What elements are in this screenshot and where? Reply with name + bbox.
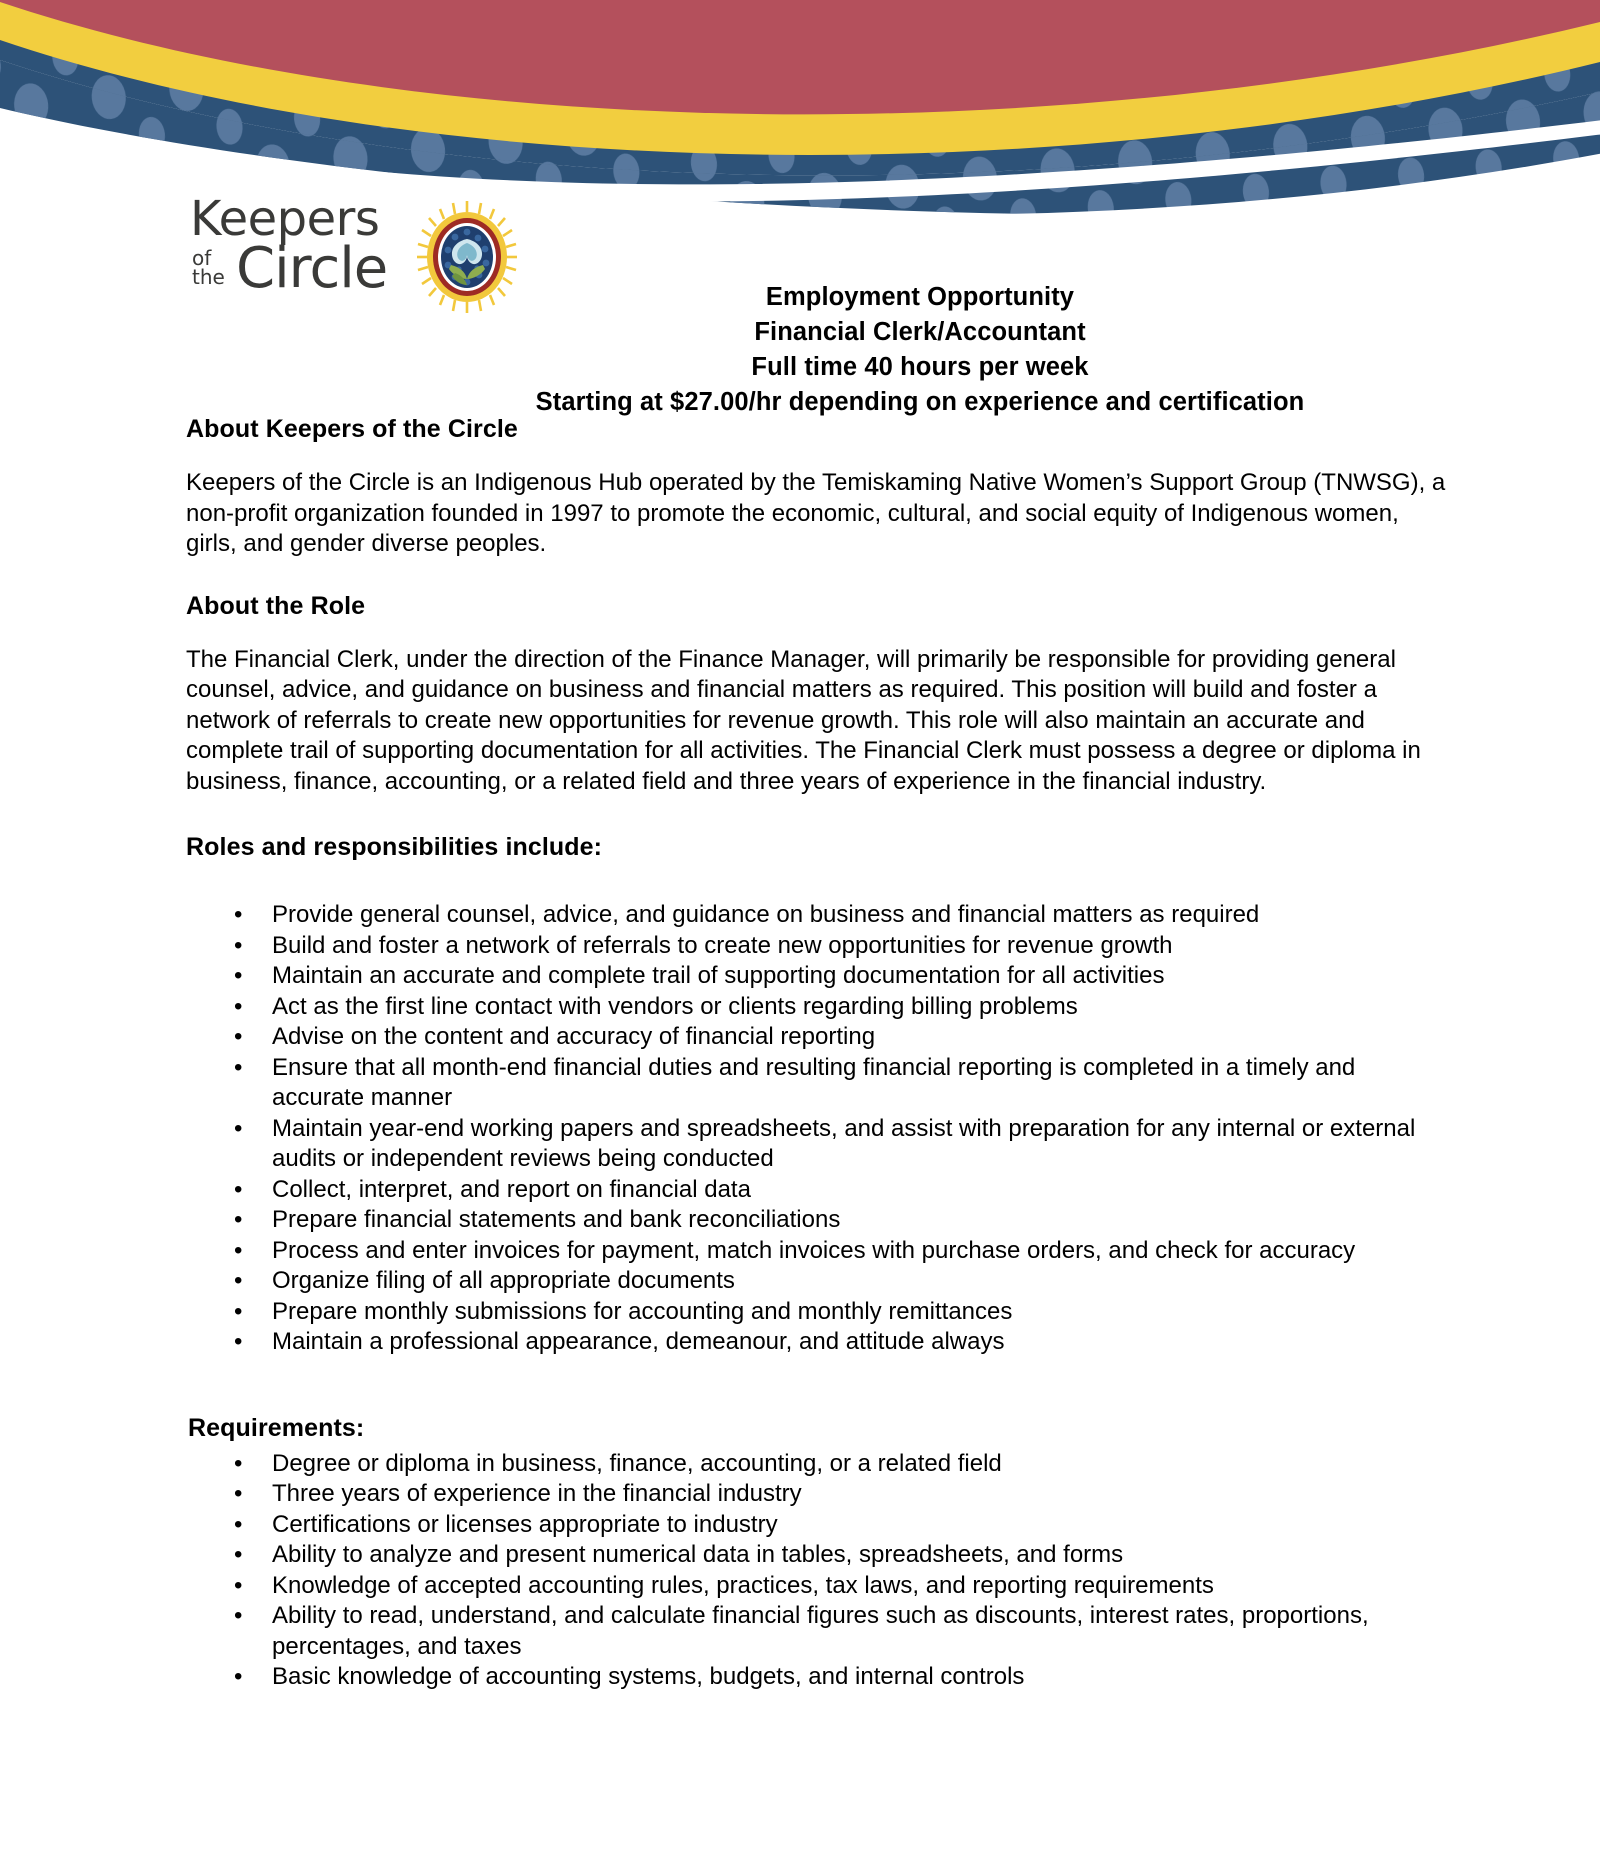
logo-circle-text: Circle bbox=[236, 236, 388, 301]
list-item bbox=[186, 1236, 1450, 1267]
spacer bbox=[186, 621, 1450, 645]
list-item bbox=[186, 1053, 1450, 1114]
list-item-text: Ability to read, understand, and calculate financial figures such as discounts, interest rates, proportions, percentages, and taxes bbox=[272, 1602, 1369, 1660]
bullet-dot-icon: • bbox=[234, 1480, 243, 1507]
heading-roles-responsibilities: Roles and responsibilities include: bbox=[186, 833, 603, 861]
bullet-dot-icon: • bbox=[234, 992, 243, 1020]
logo-keepers-text: Keepers bbox=[190, 191, 380, 247]
list-item-text: Build and foster a network of referrals to create new opportunities for revenue growth bbox=[272, 931, 1173, 959]
document-body bbox=[0, 415, 1600, 1693]
list-item-text: Act as the first line contact with vendors or clients regarding billing problems bbox=[272, 992, 1078, 1020]
list-item bbox=[186, 1022, 1450, 1053]
bullet-dot-icon: • bbox=[234, 1663, 243, 1690]
bullet-dot-icon: • bbox=[234, 1206, 243, 1233]
list-item-text: Prepare monthly submissions for accounting and monthly remittances bbox=[272, 1297, 1013, 1325]
list-item bbox=[186, 1479, 1450, 1510]
list-item bbox=[186, 1327, 1450, 1358]
logo-of-text: of bbox=[192, 246, 212, 270]
list-item-text: Degree or diploma in business, finance, accounting, or a related field bbox=[272, 1449, 1002, 1477]
title-line-4: Starting at $27.00/hr depending on experience and certification bbox=[535, 388, 1305, 416]
logo-of-the-text bbox=[192, 246, 225, 289]
list-item bbox=[186, 1266, 1450, 1297]
list-item bbox=[186, 1540, 1450, 1571]
bullet-dot-icon: • bbox=[234, 1023, 243, 1050]
list-item bbox=[186, 1175, 1450, 1206]
bullet-dot-icon: • bbox=[234, 1541, 243, 1568]
title-line-2: Financial Clerk/Accountant bbox=[754, 318, 1086, 346]
spacer bbox=[186, 1358, 1450, 1414]
logo-second-line bbox=[190, 236, 450, 301]
heading-about-organization: About Keepers of the Circle bbox=[186, 415, 518, 443]
bullet-dot-icon: • bbox=[234, 962, 243, 989]
list-item bbox=[186, 992, 1450, 1023]
list-item bbox=[186, 1114, 1450, 1175]
bullet-dot-icon: • bbox=[234, 1236, 243, 1264]
spacer bbox=[186, 444, 1450, 468]
bullet-dot-icon: • bbox=[234, 1449, 243, 1477]
job-title-block bbox=[420, 280, 1420, 420]
list-item bbox=[186, 1510, 1450, 1541]
spacer bbox=[186, 560, 1450, 592]
list-item-text: Advise on the content and accuracy of financial reporting bbox=[272, 1023, 876, 1050]
banner-graphic bbox=[0, 0, 1600, 215]
bullet-dot-icon: • bbox=[234, 1571, 243, 1599]
list-item bbox=[186, 1601, 1450, 1662]
decorative-header-banner bbox=[0, 0, 1600, 215]
title-line-3: Full time 40 hours per week bbox=[751, 353, 1089, 381]
list-item-text: Maintain a professional appearance, demeanour, and attitude always bbox=[272, 1328, 1005, 1355]
list-item bbox=[186, 900, 1450, 931]
bullet-dot-icon: • bbox=[234, 1510, 243, 1538]
spacer bbox=[186, 797, 1450, 833]
list-item-text: Three years of experience in the financial industry bbox=[272, 1480, 802, 1507]
heading-about-role: About the Role bbox=[186, 591, 366, 620]
paragraph-about-organization: Keepers of the Circle is an Indigenous Hub operated by the Temiskaming Native Women’s Support Group (TNWSG), a non-profit organization founded in 1997 to promote the economic, cultural, and social equity of Indigenous women, girls, and gender diverse peoples. bbox=[186, 469, 1446, 557]
spacer bbox=[186, 862, 1450, 900]
bullet-dot-icon: • bbox=[234, 901, 243, 928]
list-item-text: Maintain an accurate and complete trail of supporting documentation for all activities bbox=[272, 962, 1165, 989]
bullet-dot-icon: • bbox=[234, 1297, 243, 1325]
list-item bbox=[186, 1297, 1450, 1328]
roles-responsibilities-list bbox=[186, 900, 1450, 1358]
bullet-dot-icon: • bbox=[234, 931, 243, 959]
list-item-text: Maintain year-end working papers and spreadsheets, and assist with preparation for any internal or external audits or independent reviews being conducted bbox=[272, 1114, 1416, 1172]
list-item bbox=[186, 1571, 1450, 1602]
list-item-text: Prepare financial statements and bank reconciliations bbox=[272, 1206, 841, 1233]
list-item-text: Ensure that all month-end financial duties and resulting financial reporting is completed in a timely and accurate manner bbox=[272, 1053, 1356, 1111]
paragraph-about-role: The Financial Clerk, under the direction of the Finance Manager, will primarily be responsible for providing general counsel, advice, and guidance on business and financial matters as required. This position will build and foster a network of referrals to create new opportunities for revenue growth. This role will also maintain an accurate and complete trail of supporting documentation for all activities. The Financial Clerk must possess a degree or diploma in business, finance, accounting, or a related field and three years of experience in the financial industry. bbox=[186, 645, 1421, 795]
bullet-dot-icon: • bbox=[234, 1114, 243, 1142]
bullet-dot-icon: • bbox=[234, 1602, 243, 1629]
logo-wordmark bbox=[190, 191, 450, 301]
list-item bbox=[186, 1662, 1450, 1693]
bullet-dot-icon: • bbox=[234, 1328, 243, 1355]
list-item bbox=[186, 931, 1450, 962]
bullet-dot-icon: • bbox=[234, 1267, 243, 1294]
list-item bbox=[186, 1205, 1450, 1236]
bullet-dot-icon: • bbox=[234, 1053, 243, 1081]
list-item bbox=[186, 1449, 1450, 1480]
list-item-text: Provide general counsel, advice, and guidance on business and financial matters as required bbox=[272, 901, 1260, 928]
heading-requirements: Requirements: bbox=[188, 1413, 365, 1442]
list-item-text: Process and enter invoices for payment, match invoices with purchase orders, and check for accuracy bbox=[272, 1236, 1356, 1264]
list-item-text: Knowledge of accepted accounting rules, practices, tax laws, and reporting requirements bbox=[272, 1571, 1214, 1599]
list-item bbox=[186, 961, 1450, 992]
masthead bbox=[0, 191, 1600, 416]
title-line-1: Employment Opportunity bbox=[765, 283, 1075, 311]
logo-the-text: the bbox=[192, 265, 225, 289]
list-item-text: Ability to analyze and present numerical data in tables, spreadsheets, and forms bbox=[272, 1541, 1124, 1568]
bullet-dot-icon: • bbox=[234, 1175, 243, 1203]
list-item-text: Collect, interpret, and report on financial data bbox=[272, 1175, 751, 1203]
list-item-text: Certifications or licenses appropriate to industry bbox=[272, 1510, 778, 1538]
document-page bbox=[0, 191, 1600, 1693]
list-item-text: Basic knowledge of accounting systems, budgets, and internal controls bbox=[272, 1663, 1025, 1690]
list-item-text: Organize filing of all appropriate documents bbox=[272, 1267, 735, 1294]
requirements-list bbox=[186, 1449, 1450, 1693]
